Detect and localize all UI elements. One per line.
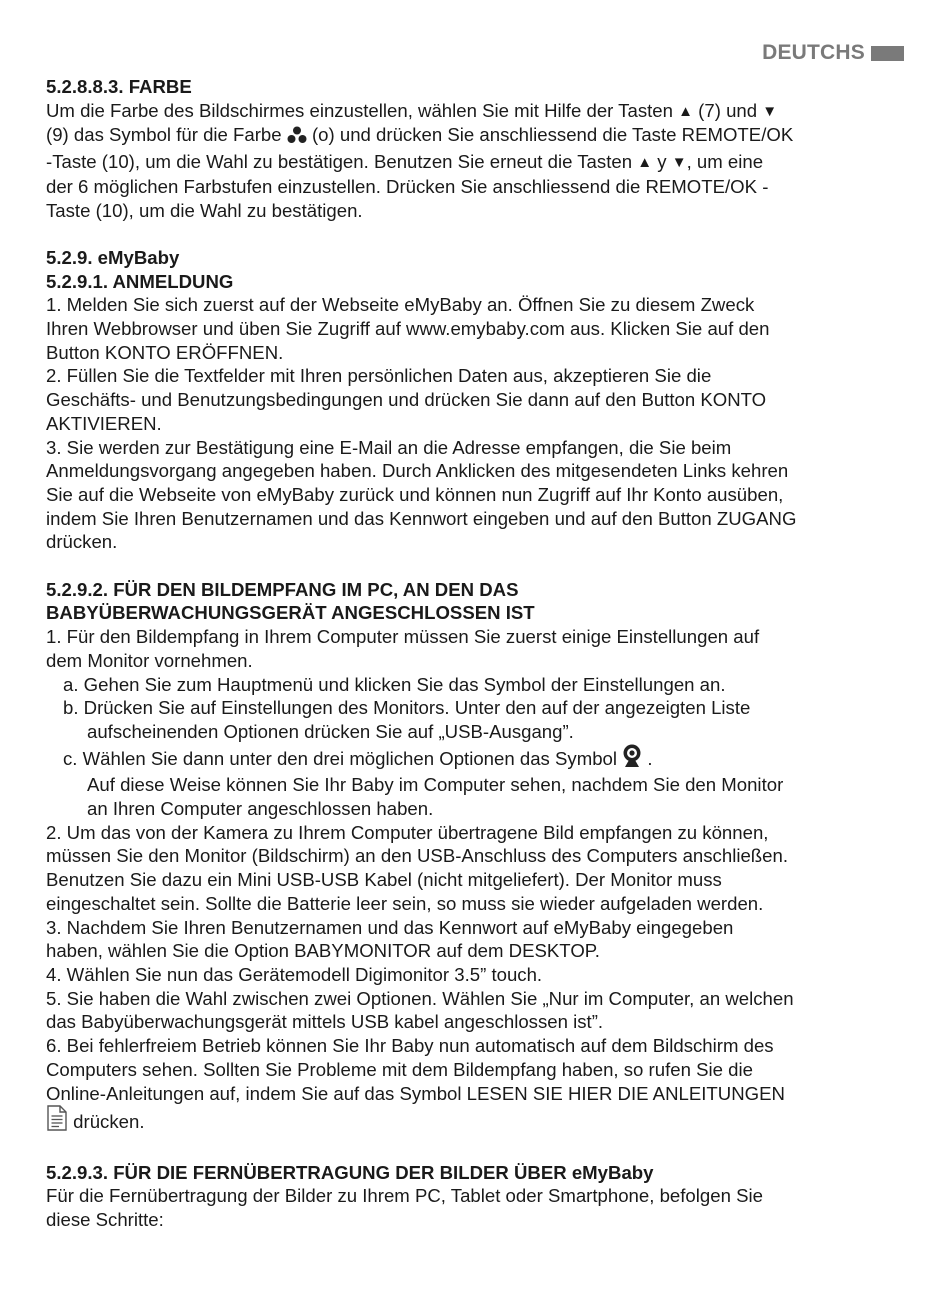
text-line: 3. Nachdem Sie Ihren Benutzernamen und das Kennwort auf eMyBaby eingegeben: [46, 916, 734, 938]
triangle-up-icon: ▲: [678, 102, 693, 120]
text-line: Benutzen Sie dazu ein Mini USB-USB Kabel (nicht mitgeliefert). Der Monitor muss: [46, 869, 722, 891]
webcam-icon: [622, 744, 642, 774]
farbe-line-4: der 6 möglichen Farbstufen einzustellen. Drücken Sie anschliessend die REMOTE/OK -: [46, 175, 769, 197]
list-item-b: b. Drücken Sie auf Einstellungen des Monitors. Unter den auf der angezeigten Liste: [63, 697, 751, 719]
text-line: AKTIVIEREN.: [46, 412, 162, 434]
text-line: Computers sehen. Sollten Sie Probleme mit dem Bildempfang haben, so rufen Sie die: [46, 1058, 753, 1080]
color-dots-icon: [287, 126, 307, 150]
text-line: eingeschaltet sein. Sollte die Batterie leer sein, so muss sie wieder aufgeladen werden.: [46, 892, 764, 914]
text-line: 6. Bei fehlerfreiem Betrieb können Sie Ihr Baby nun automatisch auf dem Bildschirm des: [46, 1035, 774, 1057]
triangle-up-icon: ▲: [637, 154, 653, 172]
text-line: Sie auf die Webseite von eMyBaby zurück und können nun Zugriff auf Ihr Konto ausüben,: [46, 483, 784, 505]
section-heading-anmeldung: 5.2.9.1. ANMELDUNG: [46, 270, 234, 292]
list-item-c: c. Wählen Sie dann unter den drei möglichen Optionen das Symbol .: [46, 744, 908, 774]
text-line: Für die Fernübertragung der Bilder zu Ihrem PC, Tablet oder Smartphone, befolgen Sie: [46, 1185, 763, 1207]
text-line: Anmeldungsvorgang angegeben haben. Durch Anklicken des mitgesendeten Links kehren: [46, 460, 789, 482]
list-item-a: a. Gehen Sie zum Hauptmenü und klicken Sie das Symbol der Einstellungen an.: [63, 673, 726, 695]
text-line: 1. Für den Bildempfang in Ihrem Computer müssen Sie zuerst einige Einstellungen auf: [46, 626, 760, 648]
text-line: indem Sie Ihren Benutzernamen und das Kennwort eingeben und auf den Button ZUGANG: [46, 507, 797, 529]
text-line: haben, wählen Sie die Option BABYMONITOR auf dem DESKTOP.: [46, 940, 600, 962]
section-heading-bildempfang: 5.2.9.2. FÜR DEN BILDEMPFANG IM PC, AN DEN DAS: [46, 578, 519, 600]
farbe-line-2: (9) das Symbol für die Farbe (o) und drücken Sie anschliessend die Taste REMOTE/OK: [46, 123, 908, 150]
text-line: diese Schritte:: [46, 1209, 164, 1230]
text-line: Geschäfts- und Benutzungsbedingungen und drücken Sie dann auf den Button KONTO: [46, 389, 767, 411]
text-line: 1. Melden Sie sich zuerst auf der Webseite eMyBaby an. Öffnen Sie zu diesem Zweck: [46, 294, 755, 316]
triangle-down-icon: ▼: [671, 154, 687, 172]
text-line: müssen Sie den Monitor (Bildschirm) an den USB-Anschluss des Computers anschließen.: [46, 845, 789, 867]
text-line: 4. Wählen Sie nun das Gerätemodell Digimonitor 3.5” touch.: [46, 963, 543, 985]
text-line: 2. Um das von der Kamera zu Ihrem Computer übertragene Bild empfangen zu können,: [46, 821, 769, 843]
list-item-b-cont: aufscheinenden Optionen drücken Sie auf „USB-Ausgang”.: [87, 720, 574, 742]
section-heading-emybaby: 5.2.9. eMyBaby: [46, 246, 180, 268]
text-line: Online-Anleitungen auf, indem Sie auf das Symbol LESEN SIE HIER DIE ANLEITUNGEN: [46, 1082, 785, 1104]
language-header: [762, 41, 904, 65]
text-line: Button KONTO ERÖFFNEN.: [46, 341, 284, 363]
text-line-with-icon: drücken.: [46, 1105, 908, 1137]
section-heading-fernuebertragung: 5.2.9.3. FÜR DIE FERNÜBERTRAGUNG DER BILDER ÜBER eMyBaby: [46, 1161, 654, 1183]
text-line: 5. Sie haben die Wahl zwischen zwei Optionen. Wählen Sie „Nur im Computer, an welchen: [46, 987, 794, 1009]
text-line: 3. Sie werden zur Bestätigung eine E-Mail an die Adresse empfangen, die Sie beim: [46, 436, 732, 458]
text-line: das Babyüberwachungsgerät mittels USB kabel angeschlossen ist”.: [46, 1011, 604, 1033]
farbe-line-5: Taste (10), um die Wahl zu bestätigen.: [46, 199, 363, 221]
text-line: 2. Füllen Sie die Textfelder mit Ihren persönlichen Daten aus, akzeptieren Sie die: [46, 365, 712, 387]
page-content: [46, 75, 908, 1232]
language-label: DEUTCHS: [762, 41, 865, 64]
language-bar: [871, 46, 904, 61]
farbe-line-3: -Taste (10), um die Wahl zu bestätigen. Benutzen Sie erneut die Tasten ▲ y ▼, um eine: [46, 151, 764, 173]
farbe-line-1: Um die Farbe des Bildschirmes einzustellen, wählen Sie mit Hilfe der Tasten ▲ (7) und ▼: [46, 99, 778, 121]
section-heading-farbe: 5.2.8.8.3. FARBE: [46, 76, 192, 97]
text-line: Ihren Webbrowser und üben Sie Zugriff auf www.emybaby.com aus. Klicken Sie auf den: [46, 318, 770, 340]
list-item-c-cont: Auf diese Weise können Sie Ihr Baby im Computer sehen, nachdem Sie den Monitor: [87, 774, 784, 796]
triangle-down-icon: ▼: [762, 102, 778, 120]
document-icon: [46, 1105, 68, 1137]
list-item-c-cont: an Ihren Computer angeschlossen haben.: [87, 798, 434, 820]
text-line: drücken.: [46, 531, 118, 553]
section-heading-bildempfang-2: BABYÜBERWACHUNGSGERÄT ANGESCHLOSSEN IST: [46, 602, 535, 624]
text-line: dem Monitor vornehmen.: [46, 649, 253, 671]
